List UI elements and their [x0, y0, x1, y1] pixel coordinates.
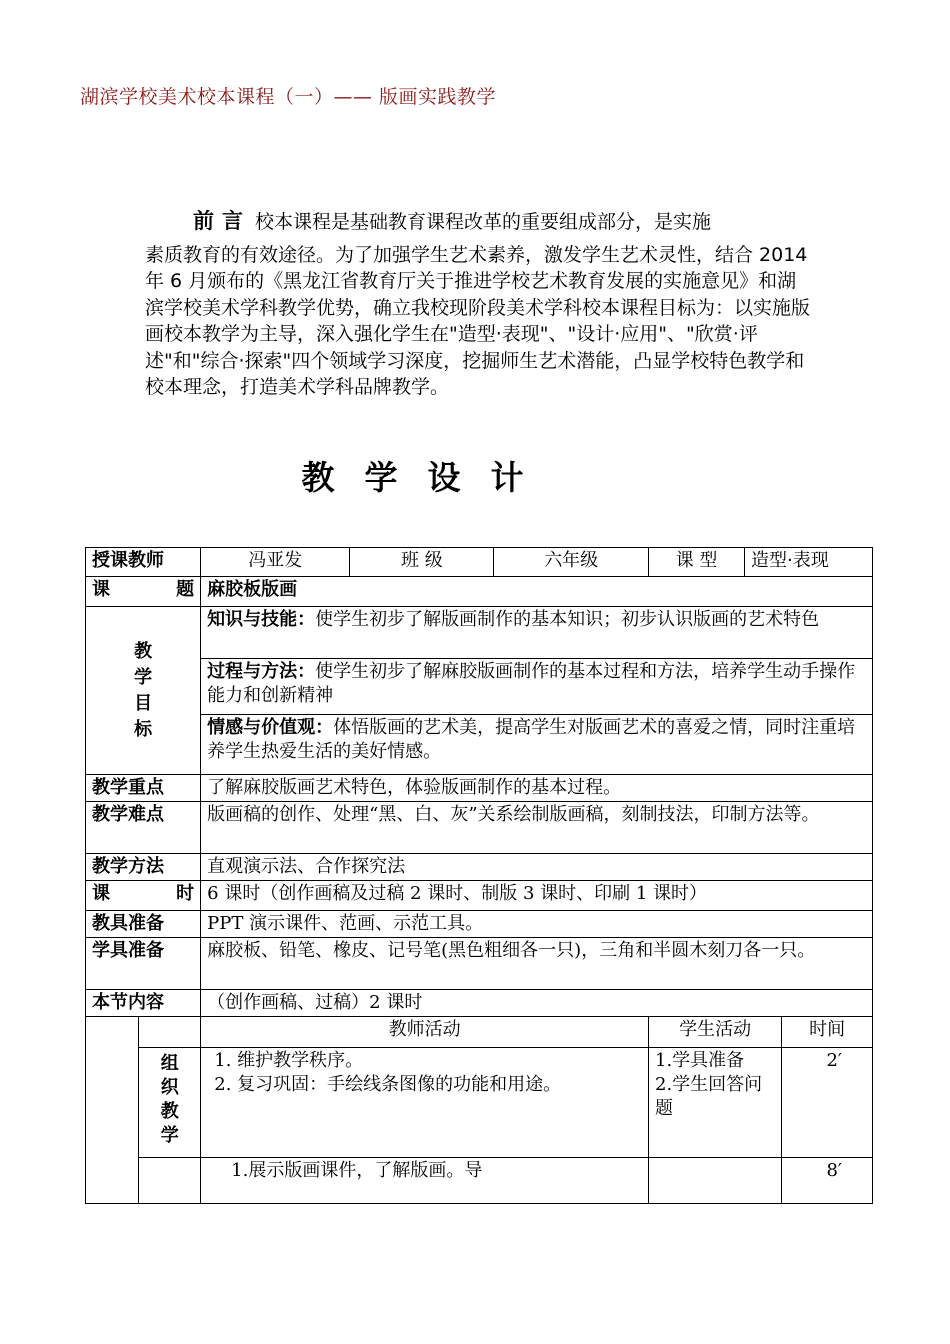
- list-item: 1. 维护教学秩序。: [237, 1049, 642, 1073]
- table-row: [86, 775, 873, 802]
- preface: [145, 208, 810, 401]
- stage-blank-cell: [86, 1017, 139, 1204]
- hours-value: 6 课时（创作画稿及过稿 2 课时、制版 3 课时、印刷 1 课时）: [201, 881, 873, 911]
- preface-text-first: 校本课程是基础教育课程改革的重要组成部分，是实施: [255, 211, 712, 233]
- list-item: 2. 复习巩固：手绘线条图像的功能和用途。: [237, 1073, 642, 1097]
- teacher-label: 授课教师: [86, 548, 201, 577]
- type-label: 课 型: [649, 548, 745, 577]
- table-row: [86, 990, 873, 1017]
- stage1-teacher-activity: [201, 1048, 649, 1158]
- tools-value: PPT 演示课件、范画、示范工具。: [201, 911, 873, 938]
- class-value: 六年级: [494, 548, 649, 577]
- difficult-label: 教学难点: [86, 802, 201, 854]
- table-row: [86, 881, 873, 911]
- stage2-label-blank: [139, 1158, 201, 1204]
- table-row: [86, 911, 873, 938]
- preface-text: 素质教育的有效途径。为了加强学生艺术素养，激发学生艺术灵性，结合 2014 年 6 月颁布的《黑龙江省教育厅关于推进学校艺术教育发展的实施意见》和湖滨学校美术学科教学优势，确立我校现阶段美术学科校本课程目标为：以实施版画校本教学为主导，深入强化学生在"造型·表现"、"设计·应用"、"欣赏·评述"和"综合·探索"四个领域学习深度，挖掘师生艺术潜能，凸显学校特色教学和校本理念，打造美术学科品牌教学。: [145, 243, 811, 398]
- table-row: [86, 854, 873, 881]
- table-row: [86, 1158, 873, 1204]
- list-item: 2.学生回答问题: [655, 1074, 763, 1119]
- table-row: [86, 1017, 873, 1048]
- hours-label: 课时: [86, 881, 201, 911]
- table-row: [86, 802, 873, 854]
- key-value: 了解麻胶版画艺术特色，体验版画制作的基本过程。: [201, 775, 873, 802]
- table-row: [86, 715, 873, 775]
- content-label: 本节内容: [86, 990, 201, 1017]
- stage1-student-activity: [649, 1048, 782, 1158]
- stage1-time: 2′: [782, 1048, 873, 1158]
- lesson-plan-table: [85, 547, 873, 1204]
- goal-knowledge: 知识与技能：使学生初步了解版画制作的基本知识；初步认识版画的艺术特色: [201, 607, 873, 659]
- topic-label: 课题: [86, 577, 201, 607]
- stage2-time: 8′: [782, 1158, 873, 1204]
- stage2-teacher-activity: 1.展示版画课件，了解版画。导: [201, 1158, 649, 1204]
- method-label: 教学方法: [86, 854, 201, 881]
- preface-label: 前言: [193, 209, 251, 233]
- table-row: [86, 1048, 873, 1158]
- goals-label: 教学目标: [86, 607, 201, 775]
- difficult-value: 版画稿的创作、处理“黑、白、灰”关系绘制版画稿，刻制技法，印制方法等。: [201, 802, 873, 854]
- table-row: [86, 659, 873, 715]
- table-row: [86, 607, 873, 659]
- table-row: [86, 938, 873, 990]
- topic-value: 麻胶板版画: [201, 577, 873, 607]
- tools-label: 教具准备: [86, 911, 201, 938]
- stage2-student-activity: [649, 1158, 782, 1204]
- student-tools-value: 麻胶板、铅笔、橡皮、记号笔(黑色粗细各一只)，三角和半圆木刻刀各一只。: [201, 938, 873, 990]
- stage-header-blank: [139, 1017, 201, 1048]
- stage-organize-label: 组织教学: [139, 1048, 201, 1158]
- goal-emotion: 情感与价值观：体悟版画的艺术美，提高学生对版画艺术的喜爱之情，同时注重培养学生热爱生活的美好情感。: [201, 715, 873, 775]
- table-row: [86, 577, 873, 607]
- table-row: [86, 548, 873, 577]
- col-teacher-activity: 教师活动: [201, 1017, 649, 1048]
- course-header: 湖滨学校美术校本课程（一）—— 版画实践教学: [80, 86, 497, 108]
- col-time: 时间: [782, 1017, 873, 1048]
- student-tools-label: 学具准备: [86, 938, 201, 990]
- list-item: 1.学具准备: [655, 1050, 745, 1071]
- col-student-activity: 学生活动: [649, 1017, 782, 1048]
- teacher-value: 冯亚发: [201, 548, 350, 577]
- key-label: 教学重点: [86, 775, 201, 802]
- method-value: 直观演示法、合作探究法: [201, 854, 873, 881]
- class-label: 班 级: [350, 548, 494, 577]
- goal-process: 过程与方法：使学生初步了解麻胶版画制作的基本过程和方法，培养学生动手操作能力和创新精神: [201, 659, 873, 715]
- type-value: 造型·表现: [744, 548, 872, 577]
- page-title: 教学设计: [301, 458, 554, 497]
- content-value: （创作画稿、过稿）2 课时: [201, 990, 873, 1017]
